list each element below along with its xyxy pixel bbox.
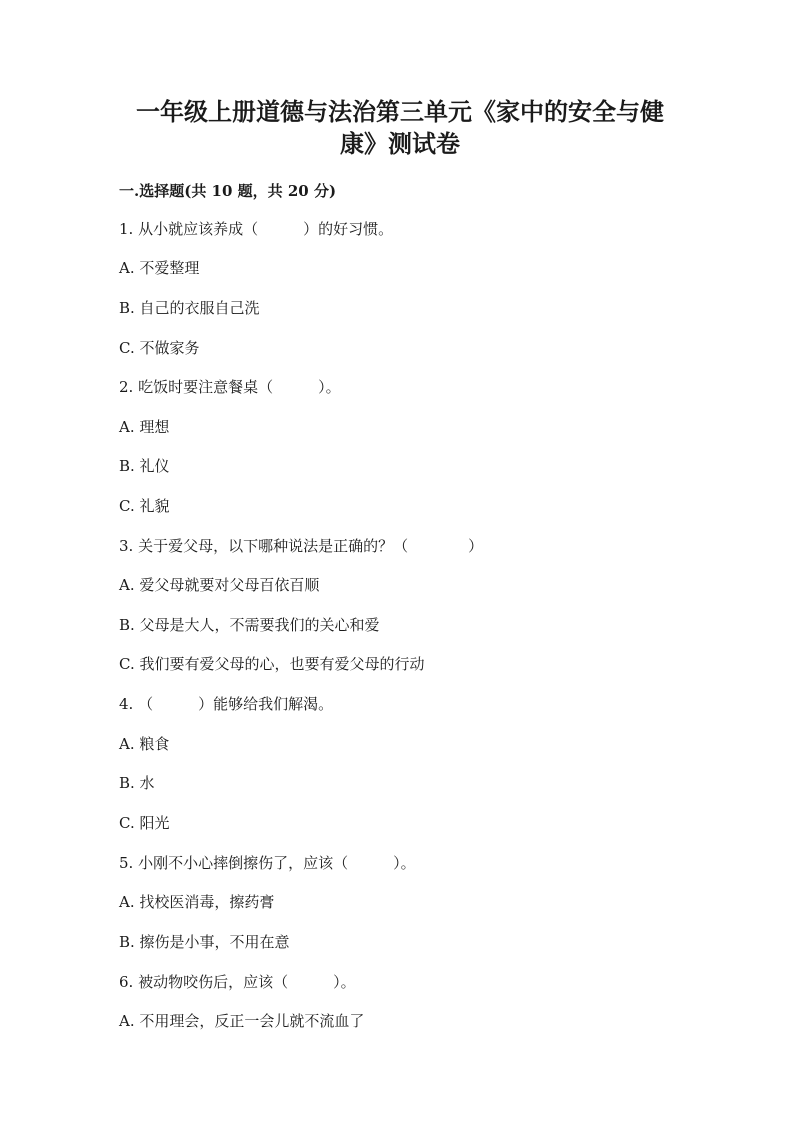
question-6-option-a: A. 不用理会，反正一会儿就不流血了 <box>119 1012 365 1030</box>
question-3-option-a: A. 爱父母就要对父母百依百顺 <box>119 576 320 594</box>
page-title <box>100 96 700 160</box>
question-5-option-b: B. 擦伤是小事，不用在意 <box>119 933 290 951</box>
question-2-option-c: C. 礼貌 <box>119 497 170 515</box>
question-2-option-a: A. 理想 <box>119 418 170 436</box>
question-5-option-a: A. 找校医消毒，擦药膏 <box>119 893 275 911</box>
question-3-stem: 3. 关于爱父母，以下哪种说法是正确的？（ ） <box>119 537 484 555</box>
question-3-option-c: C. 我们要有爱父母的心，也要有爱父母的行动 <box>119 655 425 673</box>
question-4-option-b: B. 水 <box>119 774 155 792</box>
question-3-option-b: B. 父母是大人，不需要我们的关心和爱 <box>119 616 380 634</box>
section-heading: 一.选择题(共 10 题，共 20 分) <box>119 182 337 200</box>
question-4-stem: 4. （ ）能够给我们解渴。 <box>119 695 334 713</box>
question-4-option-c: C. 阳光 <box>119 814 170 832</box>
question-5-stem: 5. 小刚不小心摔倒擦伤了，应该（ ）。 <box>119 854 416 872</box>
question-6-stem: 6. 被动物咬伤后，应该（ ）。 <box>119 973 356 991</box>
title-line-2: 康》测试卷 <box>340 129 460 158</box>
question-1-option-b: B. 自己的衣服自己洗 <box>119 299 260 317</box>
title-line-1: 一年级上册道德与法治第三单元《家中的安全与健 <box>136 97 664 126</box>
question-4-option-a: A. 粮食 <box>119 735 170 753</box>
question-1-option-c: C. 不做家务 <box>119 339 200 357</box>
question-2-stem: 2. 吃饭时要注意餐桌（ ）。 <box>119 378 341 396</box>
question-1-stem: 1. 从小就应该养成（ ）的好习惯。 <box>119 220 394 238</box>
question-1-option-a: A. 不爱整理 <box>119 259 200 277</box>
question-2-option-b: B. 礼仪 <box>119 457 170 475</box>
